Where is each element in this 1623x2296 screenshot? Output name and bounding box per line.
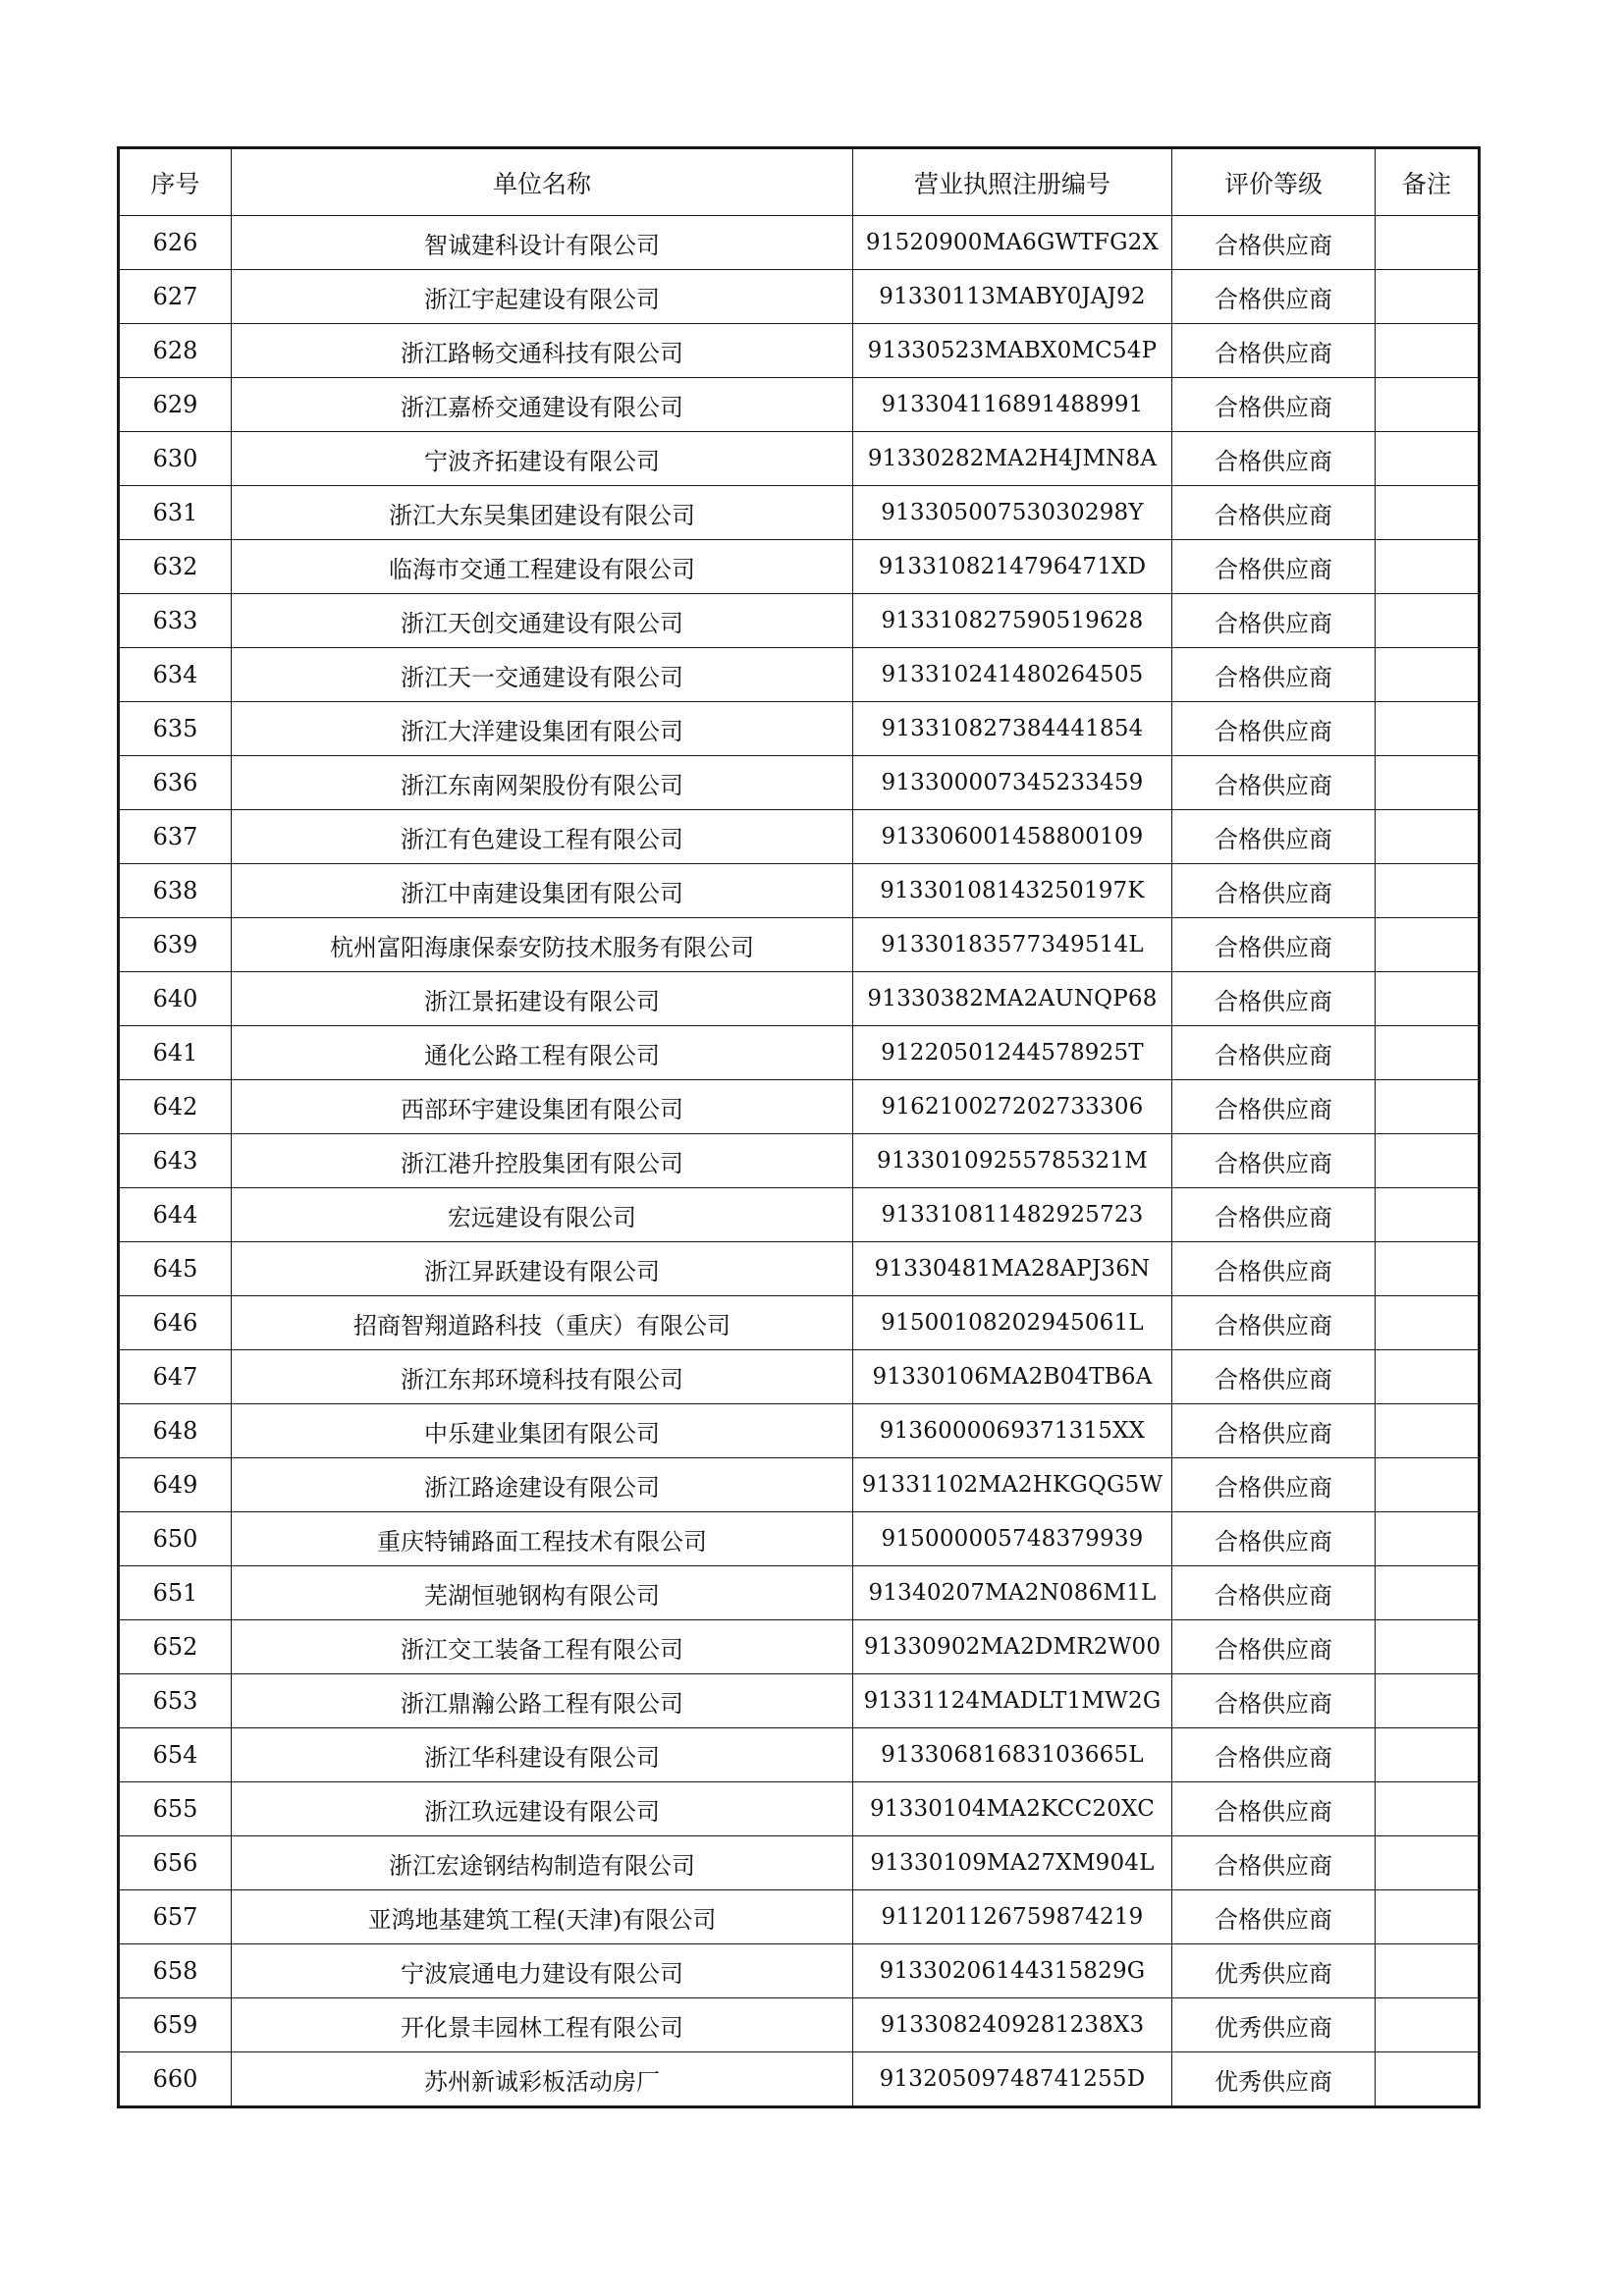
company-name-cell: 浙江大洋建设集团有限公司 [232, 702, 853, 756]
remarks-cell [1376, 1512, 1480, 1566]
remarks-cell [1376, 702, 1480, 756]
table-row [119, 270, 1480, 324]
remarks-cell [1376, 1566, 1480, 1620]
header-license-number: 营业执照注册编号 [853, 148, 1172, 216]
company-name-cell: 临海市交通工程建设有限公司 [232, 540, 853, 594]
license-number-cell: 91320509748741255D [853, 2052, 1172, 2107]
remarks-cell [1376, 540, 1480, 594]
table-row [119, 1944, 1480, 1998]
serial-number-cell: 642 [119, 1080, 232, 1134]
serial-number-cell: 654 [119, 1728, 232, 1782]
license-number-cell: 91330681683103665L [853, 1728, 1172, 1782]
company-name-cell: 宁波宸通电力建设有限公司 [232, 1944, 853, 1998]
company-name-cell: 通化公路工程有限公司 [232, 1026, 853, 1080]
license-number-cell: 913310827384441854 [853, 702, 1172, 756]
rating-level-cell: 合格供应商 [1172, 1350, 1376, 1404]
rating-level-cell: 合格供应商 [1172, 540, 1376, 594]
serial-number-cell: 639 [119, 918, 232, 972]
remarks-cell [1376, 1890, 1480, 1944]
serial-number-cell: 660 [119, 2052, 232, 2107]
rating-level-cell: 合格供应商 [1172, 594, 1376, 648]
remarks-cell [1376, 1134, 1480, 1188]
license-number-cell: 91500108202945061L [853, 1296, 1172, 1350]
company-name-cell: 宏远建设有限公司 [232, 1188, 853, 1242]
company-name-cell: 招商智翔道路科技（重庆）有限公司 [232, 1296, 853, 1350]
remarks-cell [1376, 1728, 1480, 1782]
table-row [119, 918, 1480, 972]
table-row [119, 1404, 1480, 1458]
license-number-cell: 913310811482925723 [853, 1188, 1172, 1242]
license-number-cell: 91330382MA2AUNQP68 [853, 972, 1172, 1026]
table-row [119, 594, 1480, 648]
rating-level-cell: 合格供应商 [1172, 1566, 1376, 1620]
remarks-cell [1376, 1836, 1480, 1890]
table-row [119, 1728, 1480, 1782]
remarks-cell [1376, 324, 1480, 378]
serial-number-cell: 658 [119, 1944, 232, 1998]
serial-number-cell: 630 [119, 432, 232, 486]
remarks-cell [1376, 756, 1480, 810]
remarks-cell [1376, 1026, 1480, 1080]
table-row [119, 432, 1480, 486]
license-number-cell: 91330109255785321M [853, 1134, 1172, 1188]
remarks-cell [1376, 1242, 1480, 1296]
serial-number-cell: 645 [119, 1242, 232, 1296]
license-number-cell: 913310241480264505 [853, 648, 1172, 702]
rating-level-cell: 合格供应商 [1172, 864, 1376, 918]
company-name-cell: 浙江港升控股集团有限公司 [232, 1134, 853, 1188]
company-name-cell: 浙江鼎瀚公路工程有限公司 [232, 1674, 853, 1728]
rating-level-cell: 合格供应商 [1172, 702, 1376, 756]
license-number-cell: 91330902MA2DMR2W00 [853, 1620, 1172, 1674]
serial-number-cell: 649 [119, 1458, 232, 1512]
rating-level-cell: 合格供应商 [1172, 1134, 1376, 1188]
table-row [119, 1350, 1480, 1404]
license-number-cell: 91330481MA28APJ36N [853, 1242, 1172, 1296]
table-row [119, 1998, 1480, 2052]
company-name-cell: 浙江中南建设集团有限公司 [232, 864, 853, 918]
rating-level-cell: 合格供应商 [1172, 1026, 1376, 1080]
license-number-cell: 91330108143250197K [853, 864, 1172, 918]
rating-level-cell: 合格供应商 [1172, 1458, 1376, 1512]
rating-level-cell: 合格供应商 [1172, 270, 1376, 324]
rating-level-cell: 合格供应商 [1172, 432, 1376, 486]
serial-number-cell: 644 [119, 1188, 232, 1242]
table-row [119, 1188, 1480, 1242]
company-name-cell: 重庆特铺路面工程技术有限公司 [232, 1512, 853, 1566]
remarks-cell [1376, 810, 1480, 864]
rating-level-cell: 合格供应商 [1172, 810, 1376, 864]
rating-level-cell: 合格供应商 [1172, 1080, 1376, 1134]
license-number-cell: 91220501244578925T [853, 1026, 1172, 1080]
rating-level-cell: 合格供应商 [1172, 1620, 1376, 1674]
serial-number-cell: 657 [119, 1890, 232, 1944]
company-name-cell: 浙江宇起建设有限公司 [232, 270, 853, 324]
rating-level-cell: 优秀供应商 [1172, 1998, 1376, 2052]
license-number-cell: 91340207MA2N086M1L [853, 1566, 1172, 1620]
table-row [119, 1134, 1480, 1188]
company-name-cell: 浙江宏途钢结构制造有限公司 [232, 1836, 853, 1890]
company-name-cell: 浙江天创交通建设有限公司 [232, 594, 853, 648]
remarks-cell [1376, 1782, 1480, 1836]
license-number-cell: 91330109MA27XM904L [853, 1836, 1172, 1890]
table-row [119, 1890, 1480, 1944]
table-row [119, 1026, 1480, 1080]
company-name-cell: 智诚建科设计有限公司 [232, 216, 853, 270]
table-body [119, 216, 1480, 2107]
company-name-cell: 浙江嘉桥交通建设有限公司 [232, 378, 853, 432]
table-row [119, 378, 1480, 432]
remarks-cell [1376, 378, 1480, 432]
table-row [119, 1458, 1480, 1512]
rating-level-cell: 合格供应商 [1172, 378, 1376, 432]
company-name-cell: 宁波齐拓建设有限公司 [232, 432, 853, 486]
remarks-cell [1376, 1674, 1480, 1728]
rating-level-cell: 合格供应商 [1172, 918, 1376, 972]
company-name-cell: 中乐建业集团有限公司 [232, 1404, 853, 1458]
rating-level-cell: 合格供应商 [1172, 1728, 1376, 1782]
company-name-cell: 杭州富阳海康保泰安防技术服务有限公司 [232, 918, 853, 972]
rating-level-cell: 合格供应商 [1172, 1404, 1376, 1458]
rating-level-cell: 合格供应商 [1172, 216, 1376, 270]
table-row [119, 648, 1480, 702]
rating-level-cell: 合格供应商 [1172, 648, 1376, 702]
table-row [119, 864, 1480, 918]
company-name-cell: 浙江路畅交通科技有限公司 [232, 324, 853, 378]
serial-number-cell: 628 [119, 324, 232, 378]
table-row [119, 1512, 1480, 1566]
serial-number-cell: 631 [119, 486, 232, 540]
remarks-cell [1376, 1620, 1480, 1674]
serial-number-cell: 650 [119, 1512, 232, 1566]
rating-level-cell: 合格供应商 [1172, 972, 1376, 1026]
remarks-cell [1376, 648, 1480, 702]
company-name-cell: 芜湖恒驰钢构有限公司 [232, 1566, 853, 1620]
license-number-cell: 91330500753030298Y [853, 486, 1172, 540]
company-name-cell: 亚鸿地基建筑工程(天津)有限公司 [232, 1890, 853, 1944]
remarks-cell [1376, 1188, 1480, 1242]
table-row [119, 1296, 1480, 1350]
table-row [119, 1080, 1480, 1134]
remarks-cell [1376, 1080, 1480, 1134]
rating-level-cell: 合格供应商 [1172, 1836, 1376, 1890]
remarks-cell [1376, 2052, 1480, 2107]
serial-number-cell: 638 [119, 864, 232, 918]
table-row [119, 324, 1480, 378]
license-number-cell: 91520900MA6GWTFG2X [853, 216, 1172, 270]
rating-level-cell: 合格供应商 [1172, 756, 1376, 810]
license-number-cell: 91331124MADLT1MW2G [853, 1674, 1172, 1728]
header-serial-number: 序号 [119, 148, 232, 216]
remarks-cell [1376, 864, 1480, 918]
company-name-cell: 浙江昇跃建设有限公司 [232, 1242, 853, 1296]
serial-number-cell: 659 [119, 1998, 232, 2052]
header-rating-level: 评价等级 [1172, 148, 1376, 216]
rating-level-cell: 合格供应商 [1172, 486, 1376, 540]
serial-number-cell: 655 [119, 1782, 232, 1836]
rating-level-cell: 合格供应商 [1172, 324, 1376, 378]
license-number-cell: 91330282MA2H4JMN8A [853, 432, 1172, 486]
remarks-cell [1376, 1458, 1480, 1512]
company-name-cell: 浙江东南网架股份有限公司 [232, 756, 853, 810]
rating-level-cell: 合格供应商 [1172, 1782, 1376, 1836]
remarks-cell [1376, 432, 1480, 486]
table-row [119, 486, 1480, 540]
rating-level-cell: 优秀供应商 [1172, 1944, 1376, 1998]
company-name-cell: 浙江东邦环境科技有限公司 [232, 1350, 853, 1404]
remarks-cell [1376, 270, 1480, 324]
company-name-cell: 浙江大东吴集团建设有限公司 [232, 486, 853, 540]
table-row [119, 810, 1480, 864]
rating-level-cell: 合格供应商 [1172, 1512, 1376, 1566]
serial-number-cell: 632 [119, 540, 232, 594]
company-name-cell: 浙江玖远建设有限公司 [232, 1782, 853, 1836]
license-number-cell: 9136000069371315XX [853, 1404, 1172, 1458]
company-name-cell: 浙江路途建设有限公司 [232, 1458, 853, 1512]
serial-number-cell: 643 [119, 1134, 232, 1188]
license-number-cell: 91330104MA2KCC20XC [853, 1782, 1172, 1836]
license-number-cell: 91330523MABX0MC54P [853, 324, 1172, 378]
license-number-cell: 913310827590519628 [853, 594, 1172, 648]
serial-number-cell: 648 [119, 1404, 232, 1458]
table-row [119, 756, 1480, 810]
license-number-cell: 9133108214796471XD [853, 540, 1172, 594]
rating-level-cell: 合格供应商 [1172, 1296, 1376, 1350]
rating-level-cell: 合格供应商 [1172, 1890, 1376, 1944]
company-name-cell: 开化景丰园林工程有限公司 [232, 1998, 853, 2052]
supplier-evaluation-table [117, 146, 1481, 2108]
serial-number-cell: 651 [119, 1566, 232, 1620]
license-number-cell: 91331102MA2HKGQG5W [853, 1458, 1172, 1512]
table-row [119, 1242, 1480, 1296]
serial-number-cell: 656 [119, 1836, 232, 1890]
remarks-cell [1376, 972, 1480, 1026]
remarks-cell [1376, 1944, 1480, 1998]
license-number-cell: 9133082409281238X3 [853, 1998, 1172, 2052]
remarks-cell [1376, 918, 1480, 972]
remarks-cell [1376, 594, 1480, 648]
rating-level-cell: 合格供应商 [1172, 1188, 1376, 1242]
license-number-cell: 91330206144315829G [853, 1944, 1172, 1998]
table-row [119, 972, 1480, 1026]
remarks-cell [1376, 216, 1480, 270]
table-header-row [119, 148, 1480, 216]
table-row [119, 1674, 1480, 1728]
serial-number-cell: 629 [119, 378, 232, 432]
license-number-cell: 916210027202733306 [853, 1080, 1172, 1134]
license-number-cell: 91330106MA2B04TB6A [853, 1350, 1172, 1404]
serial-number-cell: 636 [119, 756, 232, 810]
company-name-cell: 浙江景拓建设有限公司 [232, 972, 853, 1026]
serial-number-cell: 641 [119, 1026, 232, 1080]
table-row [119, 540, 1480, 594]
table-row [119, 702, 1480, 756]
serial-number-cell: 633 [119, 594, 232, 648]
table-row [119, 1836, 1480, 1890]
table-row [119, 1782, 1480, 1836]
remarks-cell [1376, 1404, 1480, 1458]
table-row [119, 2052, 1480, 2107]
remarks-cell [1376, 1296, 1480, 1350]
license-number-cell: 913306001458800109 [853, 810, 1172, 864]
company-name-cell: 浙江华科建设有限公司 [232, 1728, 853, 1782]
serial-number-cell: 626 [119, 216, 232, 270]
company-name-cell: 浙江交工装备工程有限公司 [232, 1620, 853, 1674]
company-name-cell: 西部环宇建设集团有限公司 [232, 1080, 853, 1134]
remarks-cell [1376, 486, 1480, 540]
serial-number-cell: 627 [119, 270, 232, 324]
company-name-cell: 浙江天一交通建设有限公司 [232, 648, 853, 702]
rating-level-cell: 合格供应商 [1172, 1674, 1376, 1728]
license-number-cell: 911201126759874219 [853, 1890, 1172, 1944]
table-row [119, 1620, 1480, 1674]
serial-number-cell: 634 [119, 648, 232, 702]
company-name-cell: 苏州新诚彩板活动房厂 [232, 2052, 853, 2107]
serial-number-cell: 637 [119, 810, 232, 864]
serial-number-cell: 652 [119, 1620, 232, 1674]
remarks-cell [1376, 1350, 1480, 1404]
table-row [119, 1566, 1480, 1620]
license-number-cell: 91330113MABY0JAJ92 [853, 270, 1172, 324]
rating-level-cell: 优秀供应商 [1172, 2052, 1376, 2107]
serial-number-cell: 647 [119, 1350, 232, 1404]
company-name-cell: 浙江有色建设工程有限公司 [232, 810, 853, 864]
remarks-cell [1376, 1998, 1480, 2052]
license-number-cell: 915000005748379939 [853, 1512, 1172, 1566]
license-number-cell: 913304116891488991 [853, 378, 1172, 432]
header-remarks: 备注 [1376, 148, 1480, 216]
serial-number-cell: 635 [119, 702, 232, 756]
serial-number-cell: 646 [119, 1296, 232, 1350]
serial-number-cell: 653 [119, 1674, 232, 1728]
rating-level-cell: 合格供应商 [1172, 1242, 1376, 1296]
license-number-cell: 913300007345233459 [853, 756, 1172, 810]
license-number-cell: 91330183577349514L [853, 918, 1172, 972]
header-company-name: 单位名称 [232, 148, 853, 216]
serial-number-cell: 640 [119, 972, 232, 1026]
table-row [119, 216, 1480, 270]
